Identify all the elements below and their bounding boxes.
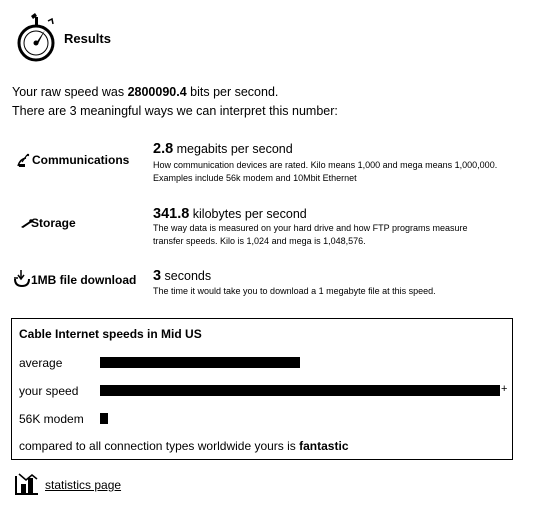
statistics-page-link[interactable]: statistics page — [45, 478, 122, 492]
storage-description — [153, 222, 523, 247]
communications-number: 2.8 — [153, 141, 174, 157]
download-unit: seconds — [161, 269, 212, 283]
comparison-rating: fantastic — [299, 439, 349, 453]
storage-number: 341.8 — [153, 206, 190, 222]
raw-speed-line — [12, 85, 278, 99]
communications-description — [153, 159, 523, 184]
download-tray-icon — [13, 269, 32, 289]
interpretation-intro: There are 3 meaningful ways we can interpret this number: — [12, 104, 338, 118]
modem-56k-bar — [100, 413, 108, 424]
satellite-dish-icon — [16, 152, 32, 168]
raw-speed-prefix: Your raw speed was — [12, 85, 128, 99]
statistics-chart-icon[interactable] — [14, 470, 40, 496]
comparison-title: Cable Internet speeds in Mid US — [19, 327, 202, 341]
comparison-summary — [19, 439, 349, 453]
your-speed-label: your speed — [19, 384, 79, 398]
comparison-panel — [11, 318, 513, 460]
download-description — [153, 285, 523, 298]
stopwatch-icon — [14, 12, 58, 62]
your-speed-bar — [100, 385, 500, 396]
modem-56k-bar-track — [100, 413, 500, 424]
communications-unit: megabits per second — [173, 142, 293, 156]
storage-desc-line2: transfer speeds. Kilo is 1,024 and mega is 1,048,576. — [153, 235, 366, 246]
average-bar — [100, 357, 300, 368]
download-label: 1MB file download — [31, 273, 137, 287]
communications-desc-line1: How communication devices are rated. Kilo means 1,000 and mega means 1,000,000. — [153, 160, 498, 170]
raw-speed-value: 2800090.4 — [127, 85, 187, 99]
download-number: 3 — [153, 268, 162, 284]
download-desc-line1: The time it would take you to download a 1 megabyte file at this speed. — [153, 286, 436, 296]
communications-label: Communications — [32, 153, 130, 167]
storage-unit: kilobytes per second — [189, 207, 307, 221]
communications-value — [153, 141, 293, 157]
your-speed-bar-track — [100, 383, 508, 396]
page-title: Results — [64, 31, 111, 46]
overflow-plus-marker: + — [501, 383, 508, 395]
communications-desc-line2: Examples include 56k modem and 10Mbit Ethernet — [153, 172, 357, 183]
average-label: average — [19, 356, 63, 370]
storage-value — [153, 206, 307, 222]
comparison-summary-prefix: compared to all connection types worldwide yours is — [19, 439, 300, 453]
download-value — [153, 268, 211, 284]
average-bar-track — [100, 357, 500, 368]
storage-label: Storage — [31, 216, 76, 230]
modem-56k-label: 56K modem — [19, 412, 84, 426]
storage-desc-line1: The way data is measured on your hard drive and how FTP programs measure — [153, 223, 468, 233]
raw-speed-suffix: bits per second. — [186, 85, 279, 99]
